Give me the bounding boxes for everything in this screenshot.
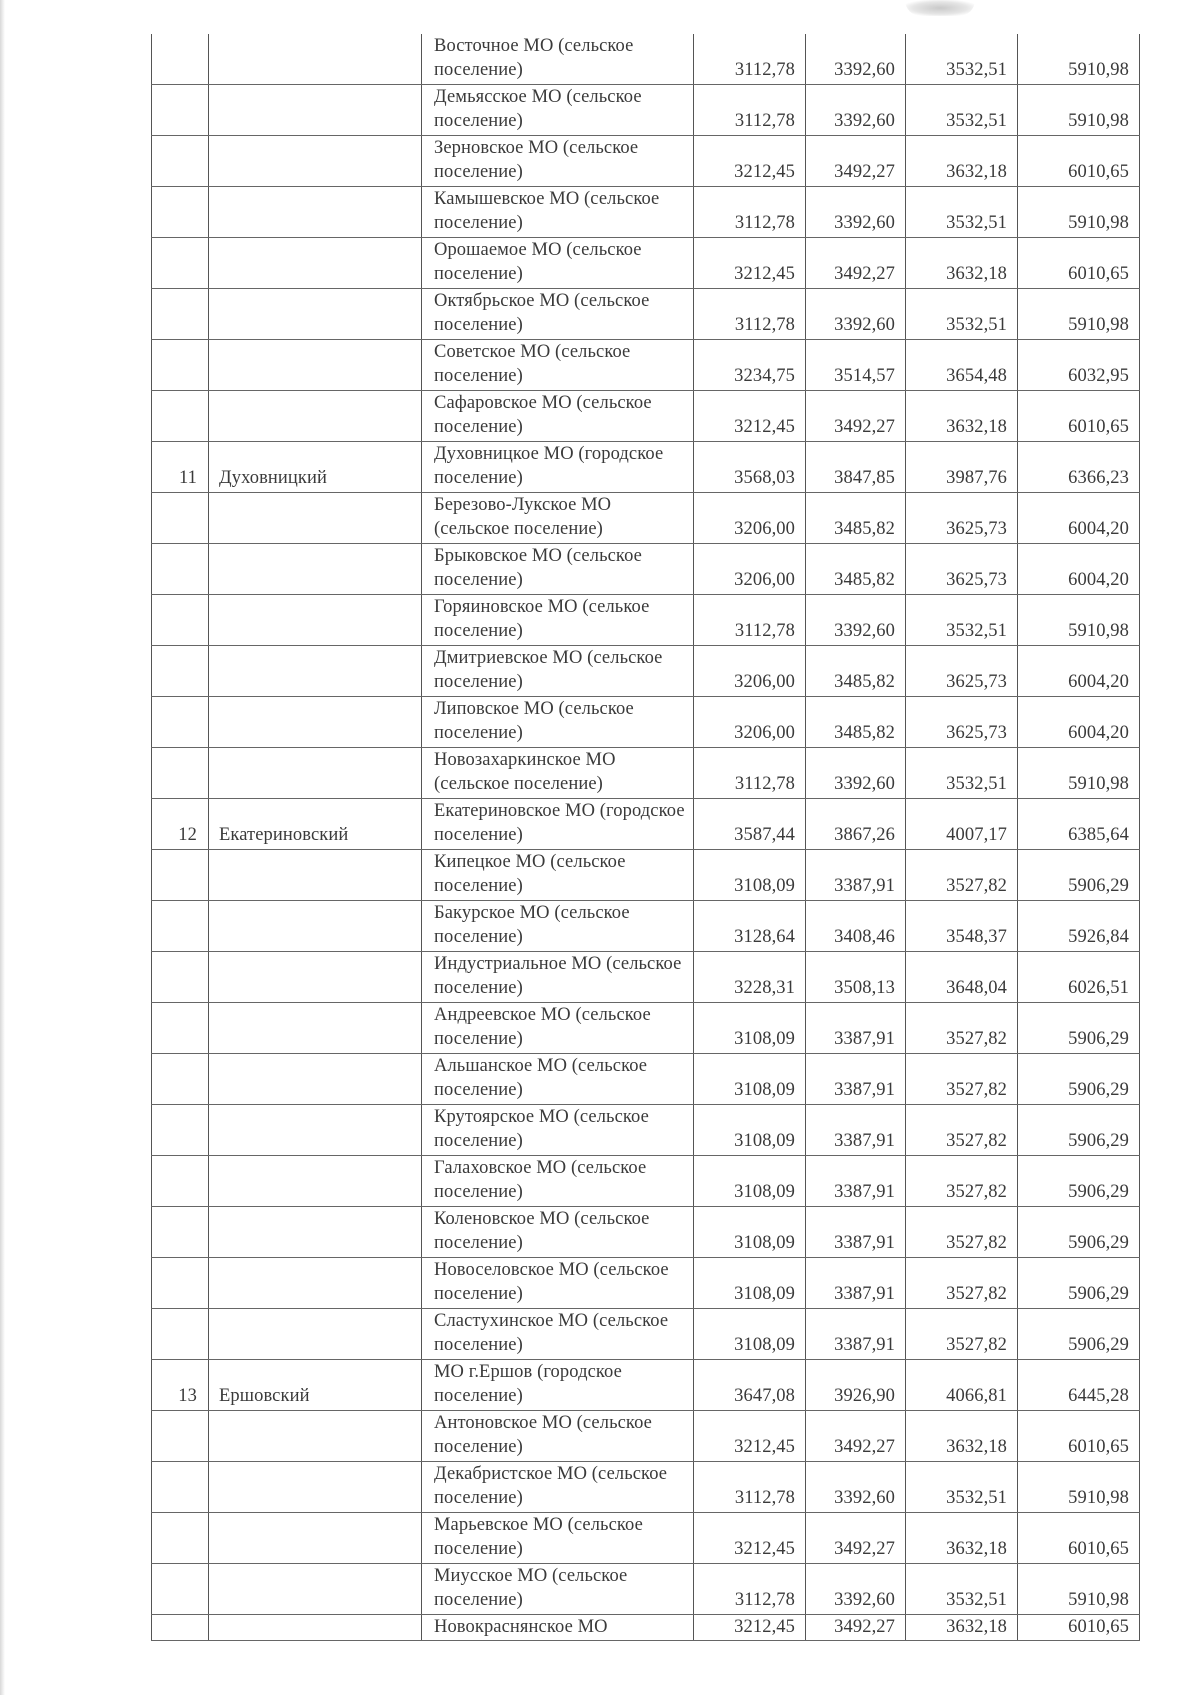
- value-1: 3112,78: [694, 748, 806, 799]
- district-name: [209, 1207, 422, 1258]
- row-number: [152, 901, 209, 952]
- district-name: Ершовский: [209, 1360, 422, 1411]
- row-number: [152, 697, 209, 748]
- row-number: [152, 1513, 209, 1564]
- value-4: 5910,98: [1018, 187, 1140, 238]
- district-name: [209, 238, 422, 289]
- district-name: [209, 1309, 422, 1360]
- municipality-name: Брыковское МО (сельское поселение): [422, 544, 694, 595]
- value-3: 3532,51: [906, 289, 1018, 340]
- table-row: [152, 238, 1140, 289]
- value-2: 3387,91: [806, 1156, 906, 1207]
- table-row: [152, 1105, 1140, 1156]
- table-row: [152, 1309, 1140, 1360]
- district-name: [209, 1105, 422, 1156]
- row-number: 12: [152, 799, 209, 850]
- table-row: [152, 340, 1140, 391]
- value-1: 3212,45: [694, 136, 806, 187]
- value-1: 3108,09: [694, 1054, 806, 1105]
- value-3: 3527,82: [906, 1054, 1018, 1105]
- table-row: [152, 442, 1140, 493]
- value-1: 3108,09: [694, 1258, 806, 1309]
- municipality-name: Березово-Лукское МО (сельское поселение): [422, 493, 694, 544]
- table-row: [152, 544, 1140, 595]
- municipality-name: Восточное МО (сельское поселение): [422, 34, 694, 85]
- value-4: 6026,51: [1018, 952, 1140, 1003]
- municipality-name: Духовницкое МО (городское поселение): [422, 442, 694, 493]
- table-row: [152, 646, 1140, 697]
- table-row: [152, 493, 1140, 544]
- value-4: 6445,28: [1018, 1360, 1140, 1411]
- municipality-name: Новокраснянское МО: [422, 1615, 694, 1641]
- value-2: 3492,27: [806, 391, 906, 442]
- value-3: 3527,82: [906, 1258, 1018, 1309]
- value-4: 6385,64: [1018, 799, 1140, 850]
- table-row: [152, 187, 1140, 238]
- row-number: [152, 1411, 209, 1462]
- table-row: [152, 1258, 1140, 1309]
- value-2: 3485,82: [806, 493, 906, 544]
- value-3: 3625,73: [906, 544, 1018, 595]
- value-4: 6010,65: [1018, 1411, 1140, 1462]
- row-number: [152, 34, 209, 85]
- value-4: 6010,65: [1018, 136, 1140, 187]
- district-name: [209, 1615, 422, 1641]
- value-1: 3234,75: [694, 340, 806, 391]
- value-3: 3632,18: [906, 238, 1018, 289]
- scan-left-edge: [0, 0, 5, 1695]
- value-4: 6004,20: [1018, 493, 1140, 544]
- municipality-name: Индустриальное МО (сельское поселение): [422, 952, 694, 1003]
- value-2: 3492,27: [806, 1615, 906, 1641]
- value-4: 5910,98: [1018, 748, 1140, 799]
- table-row: [152, 1564, 1140, 1615]
- value-2: 3926,90: [806, 1360, 906, 1411]
- district-name: [209, 646, 422, 697]
- district-name: [209, 1462, 422, 1513]
- value-4: 5910,98: [1018, 1564, 1140, 1615]
- row-number: 13: [152, 1360, 209, 1411]
- value-3: 3532,51: [906, 187, 1018, 238]
- value-4: 5906,29: [1018, 1156, 1140, 1207]
- district-name: [209, 340, 422, 391]
- value-1: 3568,03: [694, 442, 806, 493]
- row-number: [152, 391, 209, 442]
- district-name: [209, 901, 422, 952]
- value-1: 3212,45: [694, 1411, 806, 1462]
- value-3: 3532,51: [906, 1462, 1018, 1513]
- municipality-name: Липовское МО (сельское поселение): [422, 697, 694, 748]
- scan-smudge: [905, 0, 975, 16]
- value-3: 3632,18: [906, 391, 1018, 442]
- table-row: [152, 1513, 1140, 1564]
- value-3: 3632,18: [906, 1513, 1018, 1564]
- row-number: [152, 850, 209, 901]
- value-1: 3206,00: [694, 544, 806, 595]
- value-2: 3392,60: [806, 85, 906, 136]
- value-3: 3632,18: [906, 1615, 1018, 1641]
- value-3: 3527,82: [906, 1309, 1018, 1360]
- table-row: [152, 1411, 1140, 1462]
- value-4: 6010,65: [1018, 1513, 1140, 1564]
- municipality-name: Альшанское МО (сельское поселение): [422, 1054, 694, 1105]
- value-2: 3387,91: [806, 1309, 906, 1360]
- value-2: 3387,91: [806, 1003, 906, 1054]
- value-2: 3392,60: [806, 1462, 906, 1513]
- municipality-name: Горяиновское МО (селькое поселение): [422, 595, 694, 646]
- district-name: Духовницкий: [209, 442, 422, 493]
- row-number: [152, 748, 209, 799]
- value-1: 3112,78: [694, 289, 806, 340]
- value-1: 3112,78: [694, 85, 806, 136]
- row-number: [152, 1003, 209, 1054]
- municipality-name: Крутоярское МО (сельское поселение): [422, 1105, 694, 1156]
- value-3: 3625,73: [906, 646, 1018, 697]
- value-1: 3112,78: [694, 187, 806, 238]
- table-row: [152, 1156, 1140, 1207]
- district-name: [209, 34, 422, 85]
- table-row: [152, 1003, 1140, 1054]
- row-number: [152, 187, 209, 238]
- row-number: [152, 952, 209, 1003]
- value-4: 5910,98: [1018, 34, 1140, 85]
- row-number: [152, 340, 209, 391]
- value-1: 3108,09: [694, 1207, 806, 1258]
- district-name: [209, 1156, 422, 1207]
- row-number: [152, 1054, 209, 1105]
- row-number: [152, 595, 209, 646]
- value-3: 3532,51: [906, 34, 1018, 85]
- row-number: [152, 493, 209, 544]
- district-name: [209, 748, 422, 799]
- row-number: [152, 1156, 209, 1207]
- value-2: 3492,27: [806, 1513, 906, 1564]
- value-3: 3548,37: [906, 901, 1018, 952]
- table-body: [152, 34, 1140, 1641]
- district-name: [209, 1003, 422, 1054]
- value-2: 3847,85: [806, 442, 906, 493]
- value-3: 3654,48: [906, 340, 1018, 391]
- table-row: [152, 1207, 1140, 1258]
- value-1: 3108,09: [694, 1309, 806, 1360]
- municipality-name: Антоновское МО (сельское поселение): [422, 1411, 694, 1462]
- district-name: [209, 952, 422, 1003]
- value-3: 4007,17: [906, 799, 1018, 850]
- value-2: 3485,82: [806, 544, 906, 595]
- municipality-name: Советское МО (сельское поселение): [422, 340, 694, 391]
- value-1: 3587,44: [694, 799, 806, 850]
- value-2: 3392,60: [806, 187, 906, 238]
- row-number: [152, 85, 209, 136]
- municipality-name: Миусское МО (сельское поселение): [422, 1564, 694, 1615]
- row-number: [152, 289, 209, 340]
- value-2: 3492,27: [806, 136, 906, 187]
- municipality-name: Бакурское МО (сельское поселение): [422, 901, 694, 952]
- table-row: [152, 595, 1140, 646]
- tariff-table: [151, 34, 1140, 1641]
- municipality-name: Сластухинское МО (сельское поселение): [422, 1309, 694, 1360]
- value-1: 3647,08: [694, 1360, 806, 1411]
- district-name: [209, 1258, 422, 1309]
- value-2: 3387,91: [806, 1054, 906, 1105]
- value-1: 3212,45: [694, 1615, 806, 1641]
- value-4: 5906,29: [1018, 1258, 1140, 1309]
- value-3: 3632,18: [906, 136, 1018, 187]
- municipality-name: Зерновское МО (сельское поселение): [422, 136, 694, 187]
- municipality-name: Дмитриевское МО (сельское поселение): [422, 646, 694, 697]
- district-name: [209, 85, 422, 136]
- value-3: 3625,73: [906, 697, 1018, 748]
- row-number: 11: [152, 442, 209, 493]
- value-2: 3392,60: [806, 289, 906, 340]
- value-2: 3485,82: [806, 646, 906, 697]
- value-1: 3108,09: [694, 1105, 806, 1156]
- value-4: 5926,84: [1018, 901, 1140, 952]
- table-row: [152, 1054, 1140, 1105]
- row-number: [152, 544, 209, 595]
- municipality-name: Новозахаркинское МО (сельское поселение): [422, 748, 694, 799]
- value-3: 3532,51: [906, 748, 1018, 799]
- value-2: 3392,60: [806, 34, 906, 85]
- value-2: 3392,60: [806, 1564, 906, 1615]
- table-row: [152, 799, 1140, 850]
- table-row: [152, 85, 1140, 136]
- table-row: [152, 1615, 1140, 1641]
- table-row: [152, 289, 1140, 340]
- municipality-name: Орошаемое МО (сельское поселение): [422, 238, 694, 289]
- table-row: [152, 697, 1140, 748]
- district-name: [209, 187, 422, 238]
- value-3: 3987,76: [906, 442, 1018, 493]
- value-4: 5906,29: [1018, 1309, 1140, 1360]
- district-name: [209, 391, 422, 442]
- value-3: 3527,82: [906, 850, 1018, 901]
- district-name: [209, 1054, 422, 1105]
- municipality-name: Демьясское МО (сельское поселение): [422, 85, 694, 136]
- district-name: [209, 1411, 422, 1462]
- district-name: [209, 493, 422, 544]
- row-number: [152, 1309, 209, 1360]
- value-4: 5906,29: [1018, 850, 1140, 901]
- district-name: [209, 289, 422, 340]
- value-1: 3206,00: [694, 697, 806, 748]
- row-number: [152, 136, 209, 187]
- value-2: 3387,91: [806, 850, 906, 901]
- row-number: [152, 1615, 209, 1641]
- district-name: [209, 850, 422, 901]
- municipality-name: Марьевское МО (сельское поселение): [422, 1513, 694, 1564]
- value-3: 3527,82: [906, 1156, 1018, 1207]
- district-name: [209, 1513, 422, 1564]
- value-4: 5910,98: [1018, 595, 1140, 646]
- value-3: 3625,73: [906, 493, 1018, 544]
- value-3: 3527,82: [906, 1105, 1018, 1156]
- row-number: [152, 1105, 209, 1156]
- value-1: 3112,78: [694, 34, 806, 85]
- value-2: 3867,26: [806, 799, 906, 850]
- value-4: 6010,65: [1018, 391, 1140, 442]
- municipality-name: МО г.Ершов (городское поселение): [422, 1360, 694, 1411]
- value-3: 3532,51: [906, 1564, 1018, 1615]
- value-4: 6010,65: [1018, 238, 1140, 289]
- value-4: 5906,29: [1018, 1054, 1140, 1105]
- value-3: 3648,04: [906, 952, 1018, 1003]
- value-3: 4066,81: [906, 1360, 1018, 1411]
- row-number: [152, 1258, 209, 1309]
- value-4: 6004,20: [1018, 544, 1140, 595]
- value-4: 5906,29: [1018, 1207, 1140, 1258]
- value-3: 3632,18: [906, 1411, 1018, 1462]
- municipality-name: Декабристское МО (сельское поселение): [422, 1462, 694, 1513]
- row-number: [152, 1462, 209, 1513]
- value-4: 5906,29: [1018, 1003, 1140, 1054]
- value-1: 3112,78: [694, 1462, 806, 1513]
- value-4: 6004,20: [1018, 697, 1140, 748]
- table-row: [152, 748, 1140, 799]
- table-row: [152, 391, 1140, 442]
- value-1: 3212,45: [694, 1513, 806, 1564]
- row-number: [152, 238, 209, 289]
- value-2: 3387,91: [806, 1207, 906, 1258]
- municipality-name: Кипецкое МО (сельское поселение): [422, 850, 694, 901]
- value-2: 3387,91: [806, 1258, 906, 1309]
- value-1: 3212,45: [694, 391, 806, 442]
- value-1: 3128,64: [694, 901, 806, 952]
- row-number: [152, 1564, 209, 1615]
- value-4: 6032,95: [1018, 340, 1140, 391]
- value-2: 3492,27: [806, 1411, 906, 1462]
- value-2: 3514,57: [806, 340, 906, 391]
- value-1: 3108,09: [694, 1156, 806, 1207]
- municipality-name: Коленовское МО (сельское поселение): [422, 1207, 694, 1258]
- municipality-name: Октябрьское МО (сельское поселение): [422, 289, 694, 340]
- row-number: [152, 1207, 209, 1258]
- district-name: [209, 544, 422, 595]
- district-name: [209, 697, 422, 748]
- value-2: 3492,27: [806, 238, 906, 289]
- value-2: 3508,13: [806, 952, 906, 1003]
- value-1: 3108,09: [694, 850, 806, 901]
- value-1: 3212,45: [694, 238, 806, 289]
- table-row: [152, 1360, 1140, 1411]
- value-4: 5910,98: [1018, 1462, 1140, 1513]
- value-2: 3408,46: [806, 901, 906, 952]
- district-name: [209, 136, 422, 187]
- value-3: 3532,51: [906, 85, 1018, 136]
- district-name: Екатериновский: [209, 799, 422, 850]
- municipality-name: Камышевское МО (сельское поселение): [422, 187, 694, 238]
- value-2: 3392,60: [806, 748, 906, 799]
- value-1: 3112,78: [694, 595, 806, 646]
- value-2: 3387,91: [806, 1105, 906, 1156]
- value-1: 3108,09: [694, 1003, 806, 1054]
- value-4: 5910,98: [1018, 85, 1140, 136]
- row-number: [152, 646, 209, 697]
- value-4: 5910,98: [1018, 289, 1140, 340]
- table-row: [152, 952, 1140, 1003]
- value-4: 5906,29: [1018, 1105, 1140, 1156]
- value-2: 3485,82: [806, 697, 906, 748]
- value-1: 3206,00: [694, 646, 806, 697]
- table-row: [152, 850, 1140, 901]
- value-3: 3527,82: [906, 1003, 1018, 1054]
- table-row: [152, 34, 1140, 85]
- district-name: [209, 1564, 422, 1615]
- table-row: [152, 136, 1140, 187]
- value-4: 6010,65: [1018, 1615, 1140, 1641]
- table-row: [152, 1462, 1140, 1513]
- value-2: 3392,60: [806, 595, 906, 646]
- value-1: 3112,78: [694, 1564, 806, 1615]
- value-1: 3206,00: [694, 493, 806, 544]
- municipality-name: Новоселовское МО (сельское поселение): [422, 1258, 694, 1309]
- value-1: 3228,31: [694, 952, 806, 1003]
- table-row: [152, 901, 1140, 952]
- value-4: 6004,20: [1018, 646, 1140, 697]
- municipality-name: Екатериновское МО (городское поселение): [422, 799, 694, 850]
- value-3: 3527,82: [906, 1207, 1018, 1258]
- municipality-name: Сафаровское МО (сельское поселение): [422, 391, 694, 442]
- district-name: [209, 595, 422, 646]
- value-4: 6366,23: [1018, 442, 1140, 493]
- municipality-name: Галаховское МО (сельское поселение): [422, 1156, 694, 1207]
- value-3: 3532,51: [906, 595, 1018, 646]
- municipality-name: Андреевское МО (сельское поселение): [422, 1003, 694, 1054]
